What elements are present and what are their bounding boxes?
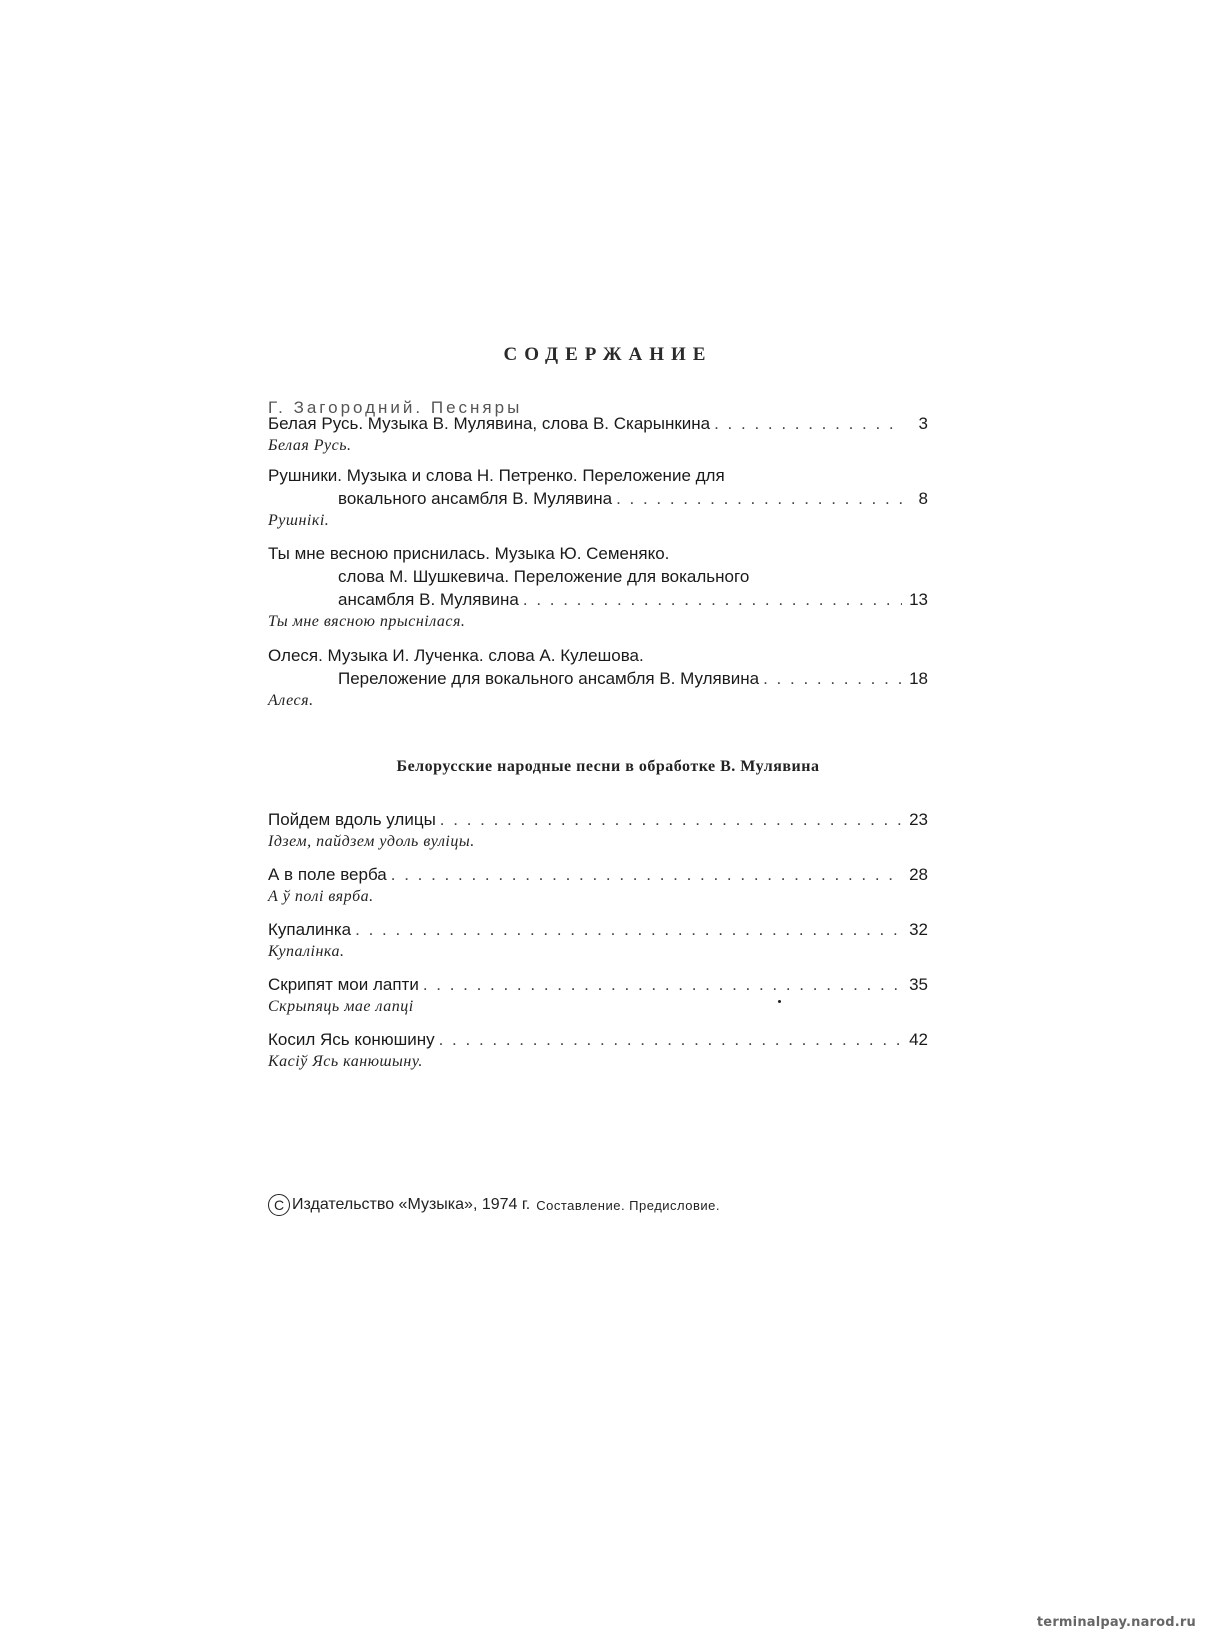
entry-text: Купалинка [268,920,352,939]
belarusian-title: Скрыпяць мае лапці [268,998,414,1015]
toc-line [268,918,928,941]
toc-entry [268,542,928,633]
toc-entry [268,918,928,963]
toc-line [268,588,928,611]
dot-leader [423,973,902,996]
entry-text: Косил Ясь конюшину [268,1030,435,1049]
preface-entry: Г. Загородний. Песняры [268,398,523,417]
toc-title: СОДЕРЖАНИЕ [503,344,713,365]
copyright-line [268,1194,720,1216]
toc-line [268,973,928,996]
page-number: 18 [909,669,928,688]
toc-entry [268,863,928,908]
page-number: 32 [909,920,928,939]
dot-leader [439,1028,902,1051]
toc-entry [268,1028,928,1073]
toc-entry [268,644,928,712]
entry-text: слова М. Шушкевича. Переложение для вокального [338,567,750,586]
toc-line [268,542,928,565]
page-number: 35 [909,975,928,994]
belarusian-title: А ў полі вярба. [268,888,374,905]
dot-leader [391,863,902,886]
page-number: 8 [918,489,928,508]
entry-text: вокального ансамбля В. Мулявина [338,489,613,508]
dot-leader [616,487,902,510]
entry-text: Ты мне весною приснилась. Музыка Ю. Семеняко. [268,544,670,563]
entry-text: ансамбля В. Мулявина [338,590,519,609]
toc-entry [268,973,928,1018]
dot-leader [763,667,902,690]
belarusian-title: Рушнікі. [268,512,330,529]
entry-text: А в поле верба [268,865,387,884]
belarusian-title: Купалінка. [268,943,345,960]
toc-entry [268,464,928,532]
page-number: 42 [909,1030,928,1049]
toc-line [268,1028,928,1051]
section-title: Белорусские народные песни в обработке В. Мулявина [396,758,820,775]
belarusian-title: Касіў Ясь канюшыну. [268,1053,423,1070]
toc-line [268,667,928,690]
page-number: 3 [918,414,928,433]
toc-line [268,644,928,667]
dot-leader [714,412,902,435]
entry-text: Пойдем вдоль улицы [268,810,436,829]
dot-leader [440,808,902,831]
entry-text: Рушники. Музыка и слова Н. Петренко. Переложение для [268,466,725,485]
dot-leader [523,588,902,611]
copyright-icon: C [268,1194,290,1216]
toc-line [268,487,928,510]
belarusian-title: Белая Русь. [268,437,352,454]
page-number: 13 [909,590,928,609]
toc-entry [268,412,928,457]
entry-text: Скрипят мои лапти [268,975,419,994]
watermark: terminalpay.narod.ru [1036,1615,1196,1630]
belarusian-title: Ты мне вясною прыснілася. [268,613,466,630]
toc-line [268,412,928,435]
entry-text: Переложение для вокального ансамбля В. Мулявина [338,669,760,688]
toc-line [268,808,928,831]
toc-line [268,464,928,487]
toc-line [268,565,928,588]
print-speck [778,1000,781,1003]
entry-text: Олеся. Музыка И. Лученка. слова А. Кулешова. [268,646,644,665]
copyright-publisher: Издательство «Музыка», 1974 г. [292,1196,531,1213]
toc-entry [268,808,928,853]
toc-line [268,863,928,886]
entry-text: Белая Русь. Музыка В. Мулявина, слова В. Скарынкина [268,414,711,433]
page-number: 28 [909,865,928,884]
page-number: 23 [909,810,928,829]
dot-leader [355,918,902,941]
belarusian-title: Алеся. [268,692,314,709]
belarusian-title: Ідзем, пайдзем удоль вуліцы. [268,833,475,850]
copyright-note: Составление. Предисловие. [536,1197,721,1213]
